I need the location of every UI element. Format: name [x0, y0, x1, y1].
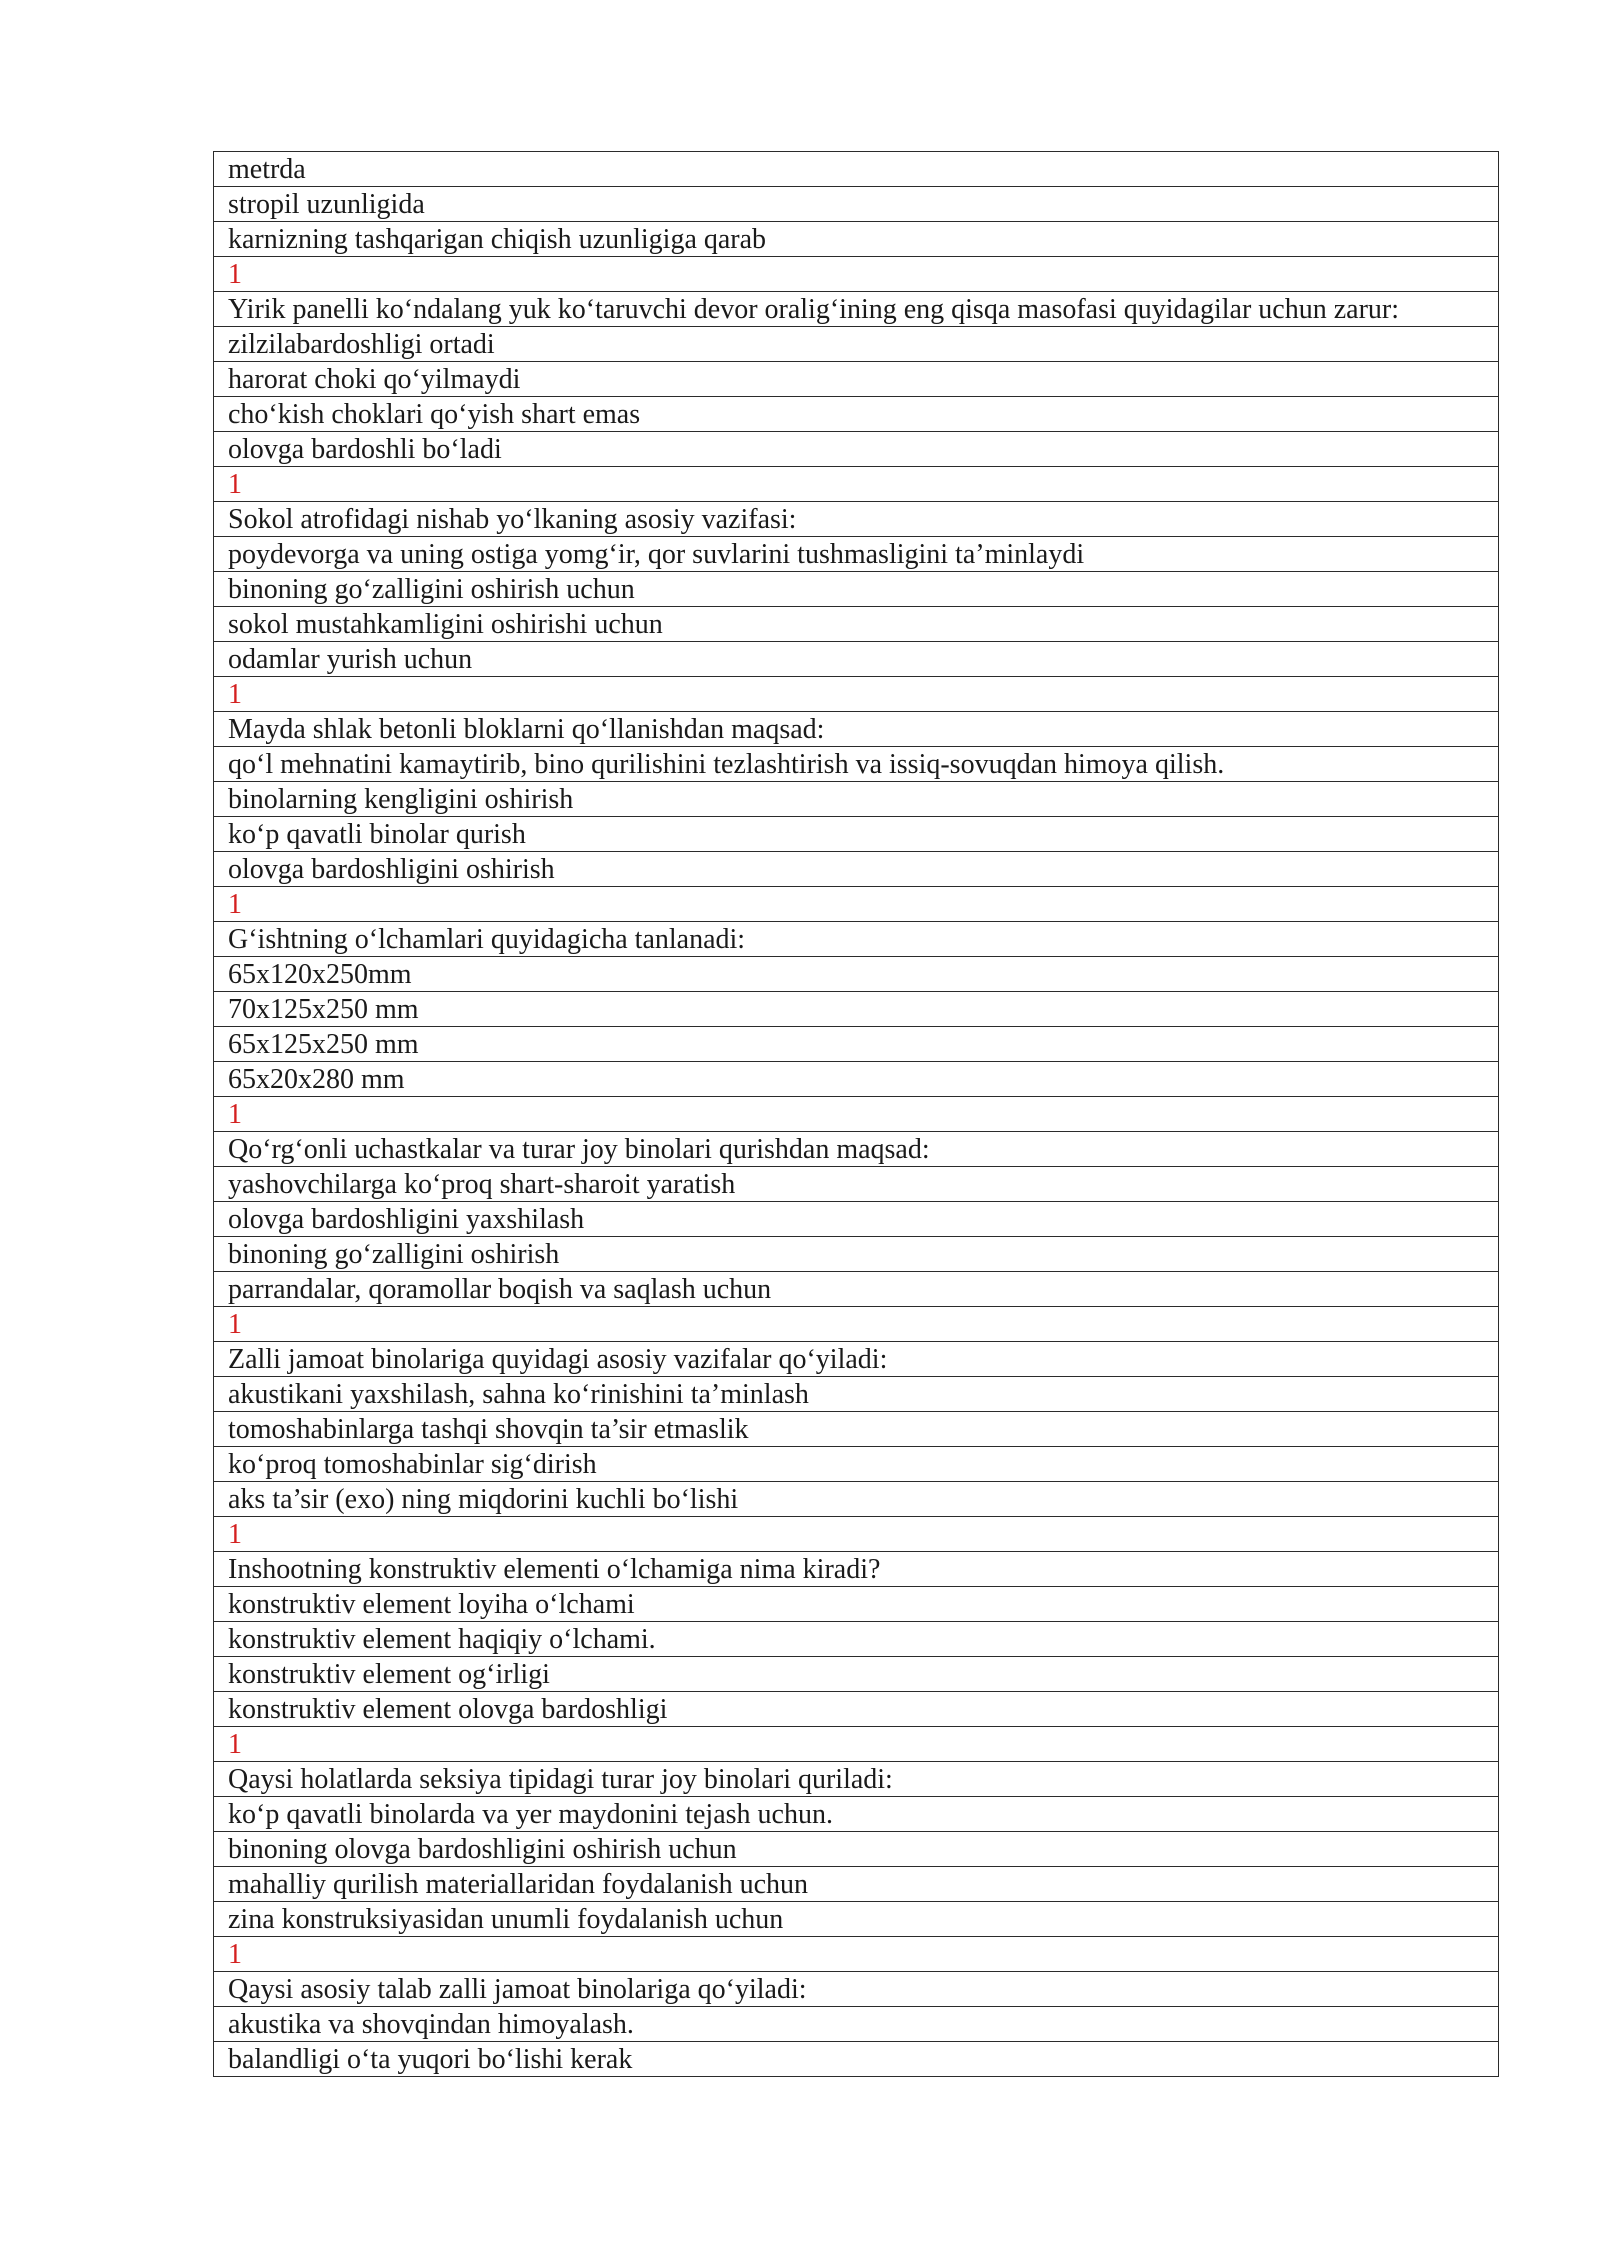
answer-option-cell: konstruktiv element haqiqiy o‘lchami. [214, 1622, 1499, 1657]
table-row [214, 572, 1499, 607]
table-row [214, 2007, 1499, 2042]
answer-option-cell: olovga bardoshli bo‘ladi [214, 432, 1499, 467]
answer-option-cell: 65x125x250 mm [214, 1027, 1499, 1062]
table-row [214, 712, 1499, 747]
answer-option-cell: 70x125x250 mm [214, 992, 1499, 1027]
table-row [214, 1097, 1499, 1132]
table-row [214, 1342, 1499, 1377]
table-row [214, 1202, 1499, 1237]
answer-option-cell: harorat choki qo‘yilmaydi [214, 362, 1499, 397]
table-row [214, 397, 1499, 432]
table-row [214, 292, 1499, 327]
table-row [214, 1482, 1499, 1517]
question-cell: Qaysi holatlarda seksiya tipidagi turar joy binolari quriladi: [214, 1762, 1499, 1797]
score-mark-cell: 1 [214, 1097, 1499, 1132]
score-mark-cell: 1 [214, 1937, 1499, 1972]
question-cell: Qo‘rg‘onli uchastkalar va turar joy binolari qurishdan maqsad: [214, 1132, 1499, 1167]
question-table [213, 151, 1499, 2077]
answer-option-cell: binoning go‘zalligini oshirish uchun [214, 572, 1499, 607]
answer-option-cell: parrandalar, qoramollar boqish va saqlash uchun [214, 1272, 1499, 1307]
table-row [214, 1762, 1499, 1797]
table-row [214, 152, 1499, 187]
table-row [214, 607, 1499, 642]
question-cell: G‘ishtning o‘lchamlari quyidagicha tanlanadi: [214, 922, 1499, 957]
table-row [214, 1307, 1499, 1342]
table-row [214, 222, 1499, 257]
answer-option-cell: metrda [214, 152, 1499, 187]
answer-option-cell: 65x120x250mm [214, 957, 1499, 992]
table-row [214, 1167, 1499, 1202]
table-row [214, 747, 1499, 782]
answer-option-cell: ko‘proq tomoshabinlar sig‘dirish [214, 1447, 1499, 1482]
table-row [214, 1027, 1499, 1062]
question-table-body [214, 152, 1499, 2077]
answer-option-cell: binoning olovga bardoshligini oshirish uchun [214, 1832, 1499, 1867]
table-row [214, 1132, 1499, 1167]
score-mark-cell: 1 [214, 677, 1499, 712]
answer-option-cell: ko‘p qavatli binolarda va yer maydonini tejash uchun. [214, 1797, 1499, 1832]
table-row [214, 992, 1499, 1027]
table-row [214, 1692, 1499, 1727]
table-row [214, 922, 1499, 957]
table-row [214, 957, 1499, 992]
answer-option-cell: sokol mustahkamligini oshirishi uchun [214, 607, 1499, 642]
table-row [214, 537, 1499, 572]
table-row [214, 1377, 1499, 1412]
answer-option-cell: binoning go‘zalligini oshirish [214, 1237, 1499, 1272]
answer-option-cell: konstruktiv element olovga bardoshligi [214, 1692, 1499, 1727]
table-row [214, 1937, 1499, 1972]
table-row [214, 432, 1499, 467]
table-row [214, 1902, 1499, 1937]
table-row [214, 1552, 1499, 1587]
answer-option-cell: poydevorga va uning ostiga yomg‘ir, qor suvlarini tushmasligini ta’minlaydi [214, 537, 1499, 572]
table-row [214, 362, 1499, 397]
table-row [214, 852, 1499, 887]
answer-option-cell: akustika va shovqindan himoyalash. [214, 2007, 1499, 2042]
score-mark-cell: 1 [214, 467, 1499, 502]
table-row [214, 502, 1499, 537]
table-row [214, 1587, 1499, 1622]
answer-option-cell: yashovchilarga ko‘proq shart-sharoit yaratish [214, 1167, 1499, 1202]
answer-option-cell: mahalliy qurilish materiallaridan foydalanish uchun [214, 1867, 1499, 1902]
table-row [214, 2042, 1499, 2077]
answer-option-cell: konstruktiv element loyiha o‘lchami [214, 1587, 1499, 1622]
table-row [214, 887, 1499, 922]
answer-option-cell: aks ta’sir (exo) ning miqdorini kuchli bo‘lishi [214, 1482, 1499, 1517]
answer-option-cell: balandligi o‘ta yuqori bo‘lishi kerak [214, 2042, 1499, 2077]
answer-option-cell: stropil uzunligida [214, 187, 1499, 222]
table-row [214, 1622, 1499, 1657]
answer-option-cell: ko‘p qavatli binolar qurish [214, 817, 1499, 852]
answer-option-cell: qo‘l mehnatini kamaytirib, bino qurilishini tezlashtirish va issiq-sovuqdan himoya qilish. [214, 747, 1499, 782]
answer-option-cell: olovga bardoshligini yaxshilash [214, 1202, 1499, 1237]
table-row [214, 467, 1499, 502]
table-row [214, 327, 1499, 362]
table-row [214, 257, 1499, 292]
question-cell: Sokol atrofidagi nishab yo‘lkaning asosiy vazifasi: [214, 502, 1499, 537]
score-mark-cell: 1 [214, 887, 1499, 922]
answer-option-cell: binolarning kengligini oshirish [214, 782, 1499, 817]
answer-option-cell: 65x20x280 mm [214, 1062, 1499, 1097]
table-row [214, 1657, 1499, 1692]
table-row [214, 1517, 1499, 1552]
table-row [214, 1867, 1499, 1902]
table-row [214, 1272, 1499, 1307]
score-mark-cell: 1 [214, 257, 1499, 292]
table-row [214, 1447, 1499, 1482]
table-row [214, 1727, 1499, 1762]
table-row [214, 1832, 1499, 1867]
score-mark-cell: 1 [214, 1727, 1499, 1762]
table-row [214, 782, 1499, 817]
answer-option-cell: konstruktiv element og‘irligi [214, 1657, 1499, 1692]
answer-option-cell: tomoshabinlarga tashqi shovqin ta’sir etmaslik [214, 1412, 1499, 1447]
answer-option-cell: odamlar yurish uchun [214, 642, 1499, 677]
answer-option-cell: karnizning tashqarigan chiqish uzunligiga qarab [214, 222, 1499, 257]
table-row [214, 1797, 1499, 1832]
score-mark-cell: 1 [214, 1517, 1499, 1552]
score-mark-cell: 1 [214, 1307, 1499, 1342]
answer-option-cell: zilzilabardoshligi ortadi [214, 327, 1499, 362]
table-row [214, 1412, 1499, 1447]
question-cell: Qaysi asosiy talab zalli jamoat binolariga qo‘yiladi: [214, 1972, 1499, 2007]
table-row [214, 642, 1499, 677]
table-row [214, 1062, 1499, 1097]
question-cell: Mayda shlak betonli bloklarni qo‘llanishdan maqsad: [214, 712, 1499, 747]
answer-option-cell: olovga bardoshligini oshirish [214, 852, 1499, 887]
table-row [214, 1237, 1499, 1272]
question-cell: Yirik panelli ko‘ndalang yuk ko‘taruvchi devor oralig‘ining eng qisqa masofasi quyidagilar uchun zarur: [214, 292, 1499, 327]
answer-option-cell: cho‘kish choklari qo‘yish shart emas [214, 397, 1499, 432]
table-row [214, 677, 1499, 712]
question-cell: Inshootning konstruktiv elementi o‘lchamiga nima kiradi? [214, 1552, 1499, 1587]
table-row [214, 1972, 1499, 2007]
table-row [214, 187, 1499, 222]
answer-option-cell: akustikani yaxshilash, sahna ko‘rinishini ta’minlash [214, 1377, 1499, 1412]
answer-option-cell: zina konstruksiyasidan unumli foydalanish uchun [214, 1902, 1499, 1937]
question-cell: Zalli jamoat binolariga quyidagi asosiy vazifalar qo‘yiladi: [214, 1342, 1499, 1377]
table-row [214, 817, 1499, 852]
